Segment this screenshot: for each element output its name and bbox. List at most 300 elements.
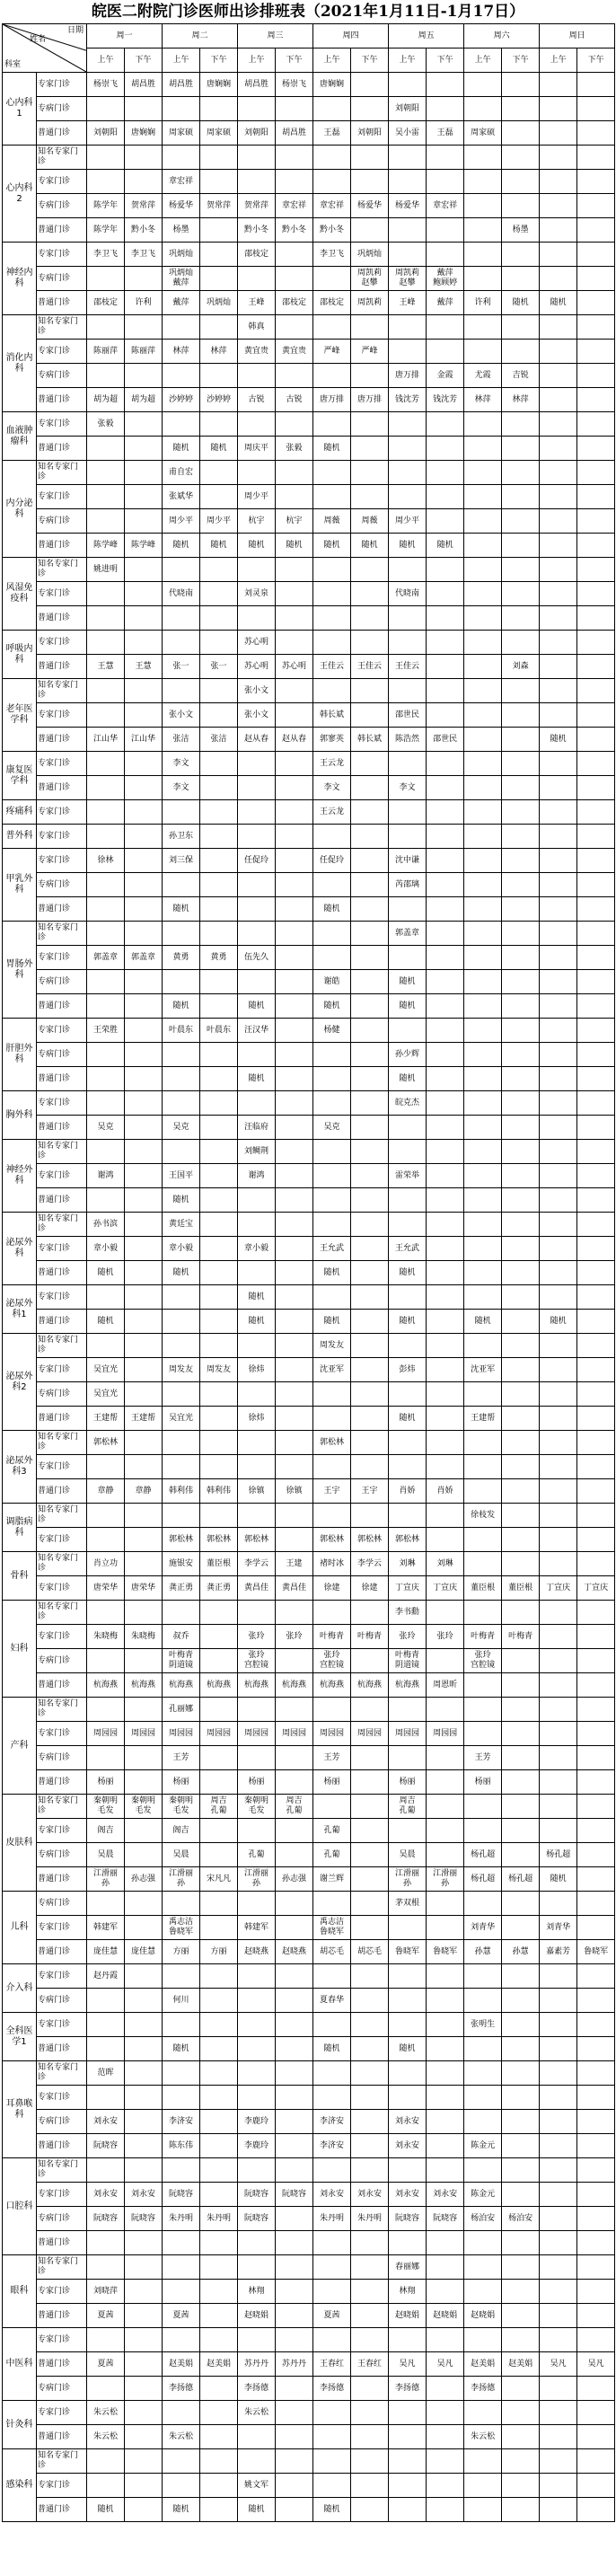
doctor-cell: 王磊 [427,121,464,146]
doctor-cell [389,2158,427,2183]
doctor-cell: 章宏祥 [427,194,464,218]
doctor-cell [577,2013,615,2037]
doctor-cell: 江山华 [87,728,125,752]
doctor-cell [125,2158,163,2183]
doctor-cell [427,679,464,703]
doctor-cell [389,825,427,849]
doctor-cell [87,1528,125,1552]
doctor-cell: 郭松林 [163,1528,200,1552]
doctor-cell [540,2158,577,2183]
doctor-cell [540,2425,577,2449]
doctor-cell: 唐万排 [351,388,389,412]
doctor-cell: 肖娇 [389,1479,427,1504]
doctor-cell: 周家硕 [163,121,200,146]
clinic-type-cell: 普通门诊 [37,1770,87,1795]
department-cell: 风湿免疫科 [3,558,37,631]
clinic-type-cell: 普通门诊 [37,534,87,558]
doctor-cell [502,1188,540,1213]
doctor-cell: 周薇 [351,509,389,534]
doctor-cell: 周园园 [87,1722,125,1746]
doctor-cell [389,2449,427,2474]
doctor-cell [427,1819,464,1843]
doctor-cell [502,1431,540,1455]
doctor-cell: 周发友 [200,1358,238,1382]
doctor-cell [540,1528,577,1552]
doctor-cell: 甫自宏 [163,461,200,485]
doctor-cell: 巩炳灿 [163,243,200,267]
doctor-cell [540,1746,577,1770]
doctor-cell [276,1601,313,1625]
doctor-cell [577,1722,615,1746]
doctor-cell [276,2134,313,2158]
doctor-cell: 董臣根 [502,1576,540,1601]
doctor-cell [464,2498,502,2522]
doctor-cell [502,412,540,437]
doctor-cell: 范晖 [87,2061,125,2086]
doctor-cell [577,485,615,509]
doctor-cell: 林萍 [200,340,238,364]
schedule-row [3,1431,615,1455]
doctor-cell [313,1795,351,1819]
doctor-cell [540,1358,577,1382]
doctor-cell [502,2255,540,2280]
clinic-type-cell: 专家门诊 [37,2401,87,2425]
doctor-cell: 阮晓容 [389,2207,427,2231]
doctor-cell [540,1819,577,1843]
doctor-cell [464,97,502,121]
doctor-cell: 随机 [87,1261,125,1285]
schedule-row [3,2498,615,2522]
doctor-cell: 宋凡凡 [200,1867,238,1892]
doctor-cell [502,1164,540,1188]
doctor-cell [200,2231,238,2255]
doctor-cell [125,1698,163,1722]
doctor-cell [351,1382,389,1407]
doctor-cell: 郭松林 [351,1528,389,1552]
schedule-row [3,1310,615,1334]
clinic-type-cell: 知名专家门诊 [37,1140,87,1164]
doctor-cell: 随机 [238,534,276,558]
doctor-cell: 秦朝明 毛发 [87,1795,125,1819]
doctor-cell [577,752,615,776]
schedule-row [3,1528,615,1552]
am-header: 上午 [313,49,351,73]
doctor-cell [200,849,238,873]
doctor-cell [200,267,238,291]
doctor-cell [163,1382,200,1407]
doctor-cell [125,1285,163,1310]
doctor-cell [200,1431,238,1455]
doctor-cell [577,1019,615,1043]
doctor-cell [502,849,540,873]
doctor-cell [540,388,577,412]
doctor-cell [87,873,125,897]
clinic-type-cell: 专家门诊 [37,1916,87,1940]
doctor-cell [577,1140,615,1164]
doctor-cell: 朱云松 [163,2425,200,2449]
doctor-cell [125,825,163,849]
doctor-cell: 吴宜光 [87,1358,125,1382]
clinic-type-cell: 专病门诊 [37,267,87,291]
doctor-cell: 叶梅青 [502,1625,540,1649]
doctor-cell [313,2449,351,2474]
doctor-cell: 赵美娟 [464,2352,502,2377]
doctor-cell [200,752,238,776]
schedule-row [3,655,615,679]
doctor-cell [389,1382,427,1407]
doctor-cell: 郭松林 [313,1431,351,1455]
doctor-cell [464,170,502,194]
schedule-row [3,291,615,315]
doctor-cell [313,485,351,509]
doctor-cell: 刘鲷荆 [238,1140,276,1164]
schedule-row [3,2280,615,2304]
doctor-cell: 杨孔超 [540,1843,577,1867]
doctor-cell: 刘青华 [540,1916,577,1940]
doctor-cell [502,679,540,703]
doctor-cell [200,679,238,703]
doctor-cell: 王建帮 [464,1407,502,1431]
doctor-cell [238,1188,276,1213]
doctor-cell: 夏茜 [87,2304,125,2328]
doctor-cell: 郭盖章 [125,946,163,970]
doctor-cell: 李扬德 [464,2377,502,2401]
doctor-cell [125,1310,163,1334]
doctor-cell [351,2037,389,2061]
doctor-cell: 叶梅青 [313,1625,351,1649]
doctor-cell [464,1334,502,1358]
doctor-cell [200,2013,238,2037]
doctor-cell [125,1188,163,1213]
doctor-cell [125,315,163,340]
doctor-cell [427,922,464,946]
doctor-cell [502,1407,540,1431]
doctor-cell [313,1067,351,1091]
clinic-type-cell: 普通门诊 [37,2231,87,2255]
doctor-cell [502,2110,540,2134]
doctor-cell [276,1964,313,1989]
doctor-cell: 何川 [163,1989,200,2013]
doctor-cell: 沙婷婷 [163,388,200,412]
doctor-cell: 随机 [200,534,238,558]
doctor-cell [389,558,427,582]
doctor-cell [502,1843,540,1867]
doctor-cell [540,315,577,340]
doctor-cell [200,1140,238,1164]
clinic-type-cell: 专家门诊 [37,1164,87,1188]
doctor-cell [163,873,200,897]
doctor-cell [238,1698,276,1722]
doctor-cell [238,2231,276,2255]
doctor-cell: 随机 [238,1285,276,1310]
doctor-cell [238,2061,276,2086]
clinic-type-cell: 专家门诊 [37,485,87,509]
doctor-cell [540,2134,577,2158]
doctor-cell [351,606,389,631]
doctor-cell [464,1140,502,1164]
doctor-cell [351,1116,389,1140]
clinic-type-cell: 专家门诊 [37,582,87,606]
doctor-cell [200,1188,238,1213]
schedule-row [3,994,615,1019]
doctor-cell [351,1237,389,1261]
doctor-cell: 夏茜 [313,2304,351,2328]
doctor-cell: 郭松林 [87,1431,125,1455]
doctor-cell: 随机 [389,534,427,558]
schedule-row [3,2401,615,2425]
doctor-cell [427,582,464,606]
doctor-cell [238,752,276,776]
doctor-cell: 随机 [351,534,389,558]
doctor-cell [427,1019,464,1043]
doctor-cell [163,2086,200,2110]
doctor-cell: 周凯莉 [351,291,389,315]
schedule-row [3,1407,615,1431]
doctor-cell [125,1431,163,1455]
doctor-cell [125,1746,163,1770]
doctor-cell [502,2231,540,2255]
doctor-cell: 赵晓娟 [238,2304,276,2328]
doctor-cell [427,1964,464,1989]
doctor-cell: 随机 [238,994,276,1019]
clinic-type-cell: 专病门诊 [37,509,87,534]
schedule-row [3,534,615,558]
schedule-row [3,776,615,800]
doctor-cell [427,218,464,243]
doctor-cell: 禹志洁 鲁晓军 [163,1916,200,1940]
am-header: 上午 [87,49,125,73]
doctor-cell [200,1116,238,1140]
doctor-cell [125,2425,163,2449]
doctor-cell [502,1504,540,1528]
doctor-cell: 赵从春 [238,728,276,752]
doctor-cell [389,946,427,970]
schedule-row [3,170,615,194]
doctor-cell [577,1091,615,1116]
doctor-cell [238,1431,276,1455]
doctor-cell [464,1043,502,1067]
clinic-type-cell: 专家门诊 [37,1019,87,1043]
doctor-cell [389,1116,427,1140]
doctor-cell [502,2086,540,2110]
doctor-cell [577,1116,615,1140]
doctor-cell: 李文 [313,776,351,800]
doctor-cell: 戴萍 [427,291,464,315]
doctor-cell: 邵枝定 [238,243,276,267]
doctor-cell: 随机 [163,437,200,461]
doctor-cell: 林萍 [163,340,200,364]
doctor-cell [351,2377,389,2401]
doctor-cell: 阮晓容 [87,2134,125,2158]
doctor-cell [87,1043,125,1067]
doctor-cell [540,1698,577,1722]
doctor-cell [313,2474,351,2498]
doctor-cell: 陈学峰 [125,534,163,558]
doctor-cell [351,2110,389,2134]
doctor-cell [125,437,163,461]
doctor-cell [502,1601,540,1625]
schedule-row [3,922,615,946]
doctor-cell [163,679,200,703]
schedule-row [3,2304,615,2328]
doctor-cell [577,2401,615,2425]
doctor-cell [351,1043,389,1067]
doctor-cell [502,1795,540,1819]
doctor-cell [389,1698,427,1722]
doctor-cell [125,1843,163,1867]
schedule-row [3,73,615,97]
doctor-cell [163,1285,200,1310]
schedule-row [3,2134,615,2158]
doctor-cell [502,1455,540,1479]
doctor-cell [464,73,502,97]
doctor-cell [276,2280,313,2304]
clinic-type-cell: 专家门诊 [37,1576,87,1601]
doctor-cell [464,218,502,243]
doctor-cell [87,994,125,1019]
doctor-cell [502,1285,540,1310]
doctor-cell [125,2474,163,2498]
doctor-cell [238,461,276,485]
schedule-row [3,1576,615,1601]
doctor-cell [313,946,351,970]
corner-name-label: 姓名 [30,35,47,44]
schedule-row [3,1843,615,1867]
doctor-cell [87,2231,125,2255]
doctor-cell [87,1140,125,1164]
doctor-cell [502,1019,540,1043]
schedule-row [3,873,615,897]
doctor-cell [125,849,163,873]
doctor-cell: 朱云松 [238,2401,276,2425]
clinic-type-cell: 普通门诊 [37,388,87,412]
doctor-cell [577,1867,615,1892]
doctor-cell [540,2207,577,2231]
doctor-cell [87,509,125,534]
doctor-cell [238,1261,276,1285]
doctor-cell [87,2449,125,2474]
doctor-cell [238,2086,276,2110]
doctor-cell [427,2498,464,2522]
doctor-cell: 刘朝阳 [351,121,389,146]
department-cell: 呼吸内科 [3,631,37,679]
doctor-cell: 韩利伟 [200,1479,238,1504]
doctor-cell [276,1140,313,1164]
schedule-row [3,340,615,364]
doctor-cell: 唐娴娴 [200,73,238,97]
doctor-cell [351,897,389,922]
doctor-cell [502,2377,540,2401]
doctor-cell [540,509,577,534]
doctor-cell [200,97,238,121]
day-header: 周三 [238,24,313,49]
doctor-cell [464,606,502,631]
doctor-cell [200,1455,238,1479]
doctor-cell: 周吉 孔葡 [200,1795,238,1819]
doctor-cell [577,1358,615,1382]
doctor-cell [276,2328,313,2352]
doctor-cell: 孔葡 [238,1843,276,1867]
doctor-cell [351,1989,389,2013]
doctor-cell: 章小毅 [163,1237,200,1261]
department-cell: 产科 [3,1698,37,1795]
doctor-cell [540,1067,577,1091]
department-cell: 康复医学科 [3,752,37,800]
schedule-row [3,364,615,388]
doctor-cell [540,1770,577,1795]
clinic-type-cell: 普通门诊 [37,2352,87,2377]
doctor-cell [163,1431,200,1455]
doctor-cell: 赵晓娟 [464,2304,502,2328]
doctor-cell: 丁宣庆 [427,1576,464,1601]
doctor-cell [427,485,464,509]
doctor-cell [464,1261,502,1285]
doctor-cell [87,1455,125,1479]
doctor-cell [502,1310,540,1334]
doctor-cell: 任促玲 [238,849,276,873]
doctor-cell: 陈东伟 [163,2134,200,2158]
doctor-cell [464,1067,502,1091]
doctor-cell [163,1504,200,1528]
doctor-cell: 杭海燕 [351,1673,389,1698]
doctor-cell [427,2086,464,2110]
doctor-cell [502,121,540,146]
clinic-type-cell: 专家门诊 [37,2474,87,2498]
doctor-cell [577,1261,615,1285]
doctor-cell [577,2425,615,2449]
doctor-cell [427,2037,464,2061]
doctor-cell [351,1091,389,1116]
doctor-cell [540,1140,577,1164]
doctor-cell [427,412,464,437]
clinic-type-cell: 普通门诊 [37,218,87,243]
doctor-cell [200,461,238,485]
doctor-cell [464,825,502,849]
doctor-cell: 苏丹丹 [238,2352,276,2377]
schedule-row [3,194,615,218]
doctor-cell: 张玲 宫腔镜 [313,1649,351,1673]
doctor-cell [313,582,351,606]
department-cell: 感染科 [3,2449,37,2522]
doctor-cell: 吴晨 [163,1843,200,1867]
doctor-cell [389,2328,427,2352]
day-header: 周一 [87,24,163,49]
doctor-cell [163,2328,200,2352]
doctor-cell: 王芳 [313,1746,351,1770]
department-cell: 老年医学科 [3,679,37,752]
doctor-cell [125,800,163,825]
doctor-cell: 庞佳慧 [87,1940,125,1964]
department-cell: 血液肿瘤科 [3,412,37,461]
doctor-cell [540,1043,577,1067]
doctor-cell [427,1843,464,1867]
doctor-cell [389,1746,427,1770]
doctor-cell: 沈中谦 [389,849,427,873]
pm-header: 下午 [577,49,615,73]
doctor-cell [87,2377,125,2401]
doctor-cell [427,800,464,825]
doctor-cell [87,2255,125,2280]
schedule-row [3,1867,615,1892]
clinic-type-cell: 普通门诊 [37,2425,87,2449]
doctor-cell [276,1819,313,1843]
doctor-cell [427,703,464,728]
clinic-type-cell: 专家门诊 [37,1285,87,1310]
doctor-cell [200,1649,238,1673]
doctor-cell [389,2401,427,2425]
doctor-cell [313,1455,351,1479]
doctor-cell [313,2328,351,2352]
